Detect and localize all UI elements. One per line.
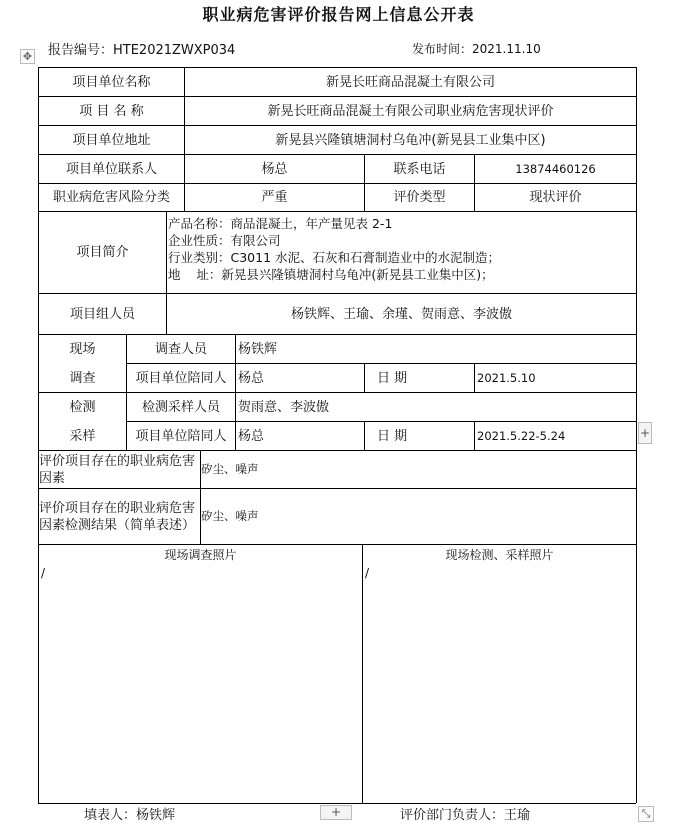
sampling-group-label-2: 采样 bbox=[69, 428, 96, 444]
contact-label: 项目单位联系人 bbox=[65, 161, 157, 177]
hazard-results-value: 矽尘、噪声 bbox=[201, 509, 259, 523]
hazard-factors-value: 矽尘、噪声 bbox=[201, 462, 259, 476]
sampling-escort-value: 杨总 bbox=[238, 428, 265, 444]
page-title: 职业病危害评价报告网上信息公开表 bbox=[202, 5, 475, 24]
eval-type-value: 现状评价 bbox=[529, 190, 582, 205]
address-label: 项目单位地址 bbox=[72, 132, 151, 148]
sampling-staff-value: 贺雨意、李波傲 bbox=[238, 399, 330, 415]
project-name-value: 新晃长旺商品混凝土有限公司职业病危害现状评价 bbox=[267, 103, 554, 119]
survey-photos-label: 现场调查照片 bbox=[164, 548, 237, 562]
phone-value: 13874460126 bbox=[515, 161, 596, 176]
survey-date-value: 2021.5.10 bbox=[477, 370, 536, 385]
survey-group-label-2: 调查 bbox=[69, 370, 96, 386]
project-name-label: 项 目 名 称 bbox=[79, 103, 144, 119]
table-move-handle-icon[interactable]: ✥ bbox=[20, 49, 35, 64]
add-row-icon[interactable]: + bbox=[320, 805, 352, 820]
intro-content bbox=[168, 215, 636, 283]
unit-name-label: 项目单位名称 bbox=[72, 74, 151, 90]
intro-line: 行业类别：C3011 水泥、石灰和石膏制造业中的水泥制造； bbox=[168, 250, 501, 265]
filler-name: 填表人：杨铁辉 bbox=[84, 808, 176, 823]
team-label: 项目组人员 bbox=[69, 306, 135, 322]
hazard-results-label: 评价项目存在的职业病危害因素检测结果（简单表述） bbox=[39, 500, 196, 533]
address-value: 新晃县兴隆镇塘洞村乌龟冲(新晃县工业集中区) bbox=[275, 132, 546, 148]
survey-staff-label: 调查人员 bbox=[154, 341, 207, 357]
phone-label: 联系电话 bbox=[393, 161, 446, 177]
add-column-icon[interactable]: + bbox=[638, 422, 652, 444]
intro-label: 项目简介 bbox=[76, 245, 129, 260]
survey-escort-label: 项目单位陪同人 bbox=[135, 370, 227, 386]
survey-date-label: 日 期 bbox=[377, 370, 408, 386]
report-number: 报告编号：HTE2021ZWXP034 bbox=[48, 43, 236, 58]
intro-line: 产品名称：商品混凝土，年产量见表 2-1 bbox=[168, 216, 393, 231]
sampling-date-label: 日 期 bbox=[377, 428, 408, 444]
reviewer-name: 评价部门负责人：王瑜 bbox=[400, 808, 531, 823]
survey-staff-value: 杨铁辉 bbox=[238, 341, 278, 357]
sampling-date-value: 2021.5.22-5.24 bbox=[477, 428, 566, 443]
eval-type-label: 评价类型 bbox=[393, 190, 446, 205]
intro-line: 企业性质：有限公司 bbox=[168, 233, 281, 248]
intro-line: 地 址：新晃县兴隆镇塘洞村乌龟冲(新晃县工业集中区)； bbox=[168, 267, 494, 282]
survey-photos-content: / bbox=[41, 566, 46, 580]
risk-value: 严重 bbox=[261, 190, 288, 205]
sampling-photos-content: / bbox=[365, 566, 370, 580]
survey-escort-value: 杨总 bbox=[238, 370, 265, 386]
survey-group-label-1: 现场 bbox=[69, 341, 96, 357]
sampling-escort-label: 项目单位陪同人 bbox=[135, 428, 227, 444]
sampling-photos-label: 现场检测、采样照片 bbox=[445, 548, 554, 562]
hazard-factors-label: 评价项目存在的职业病危害因素 bbox=[39, 453, 196, 486]
risk-label: 职业病危害风险分类 bbox=[52, 190, 170, 205]
sampling-group-label-1: 检测 bbox=[69, 399, 96, 415]
publish-time: 发布时间：2021.11.10 bbox=[412, 42, 541, 56]
unit-name-value: 新晃长旺商品混凝土有限公司 bbox=[325, 74, 495, 90]
team-value: 杨铁辉、王瑜、余瑾、贺雨意、李波傲 bbox=[290, 306, 512, 322]
table-resize-handle-icon[interactable]: ⤡ bbox=[638, 806, 654, 822]
sampling-staff-label: 检测采样人员 bbox=[141, 399, 220, 415]
contact-value: 杨总 bbox=[261, 161, 288, 177]
